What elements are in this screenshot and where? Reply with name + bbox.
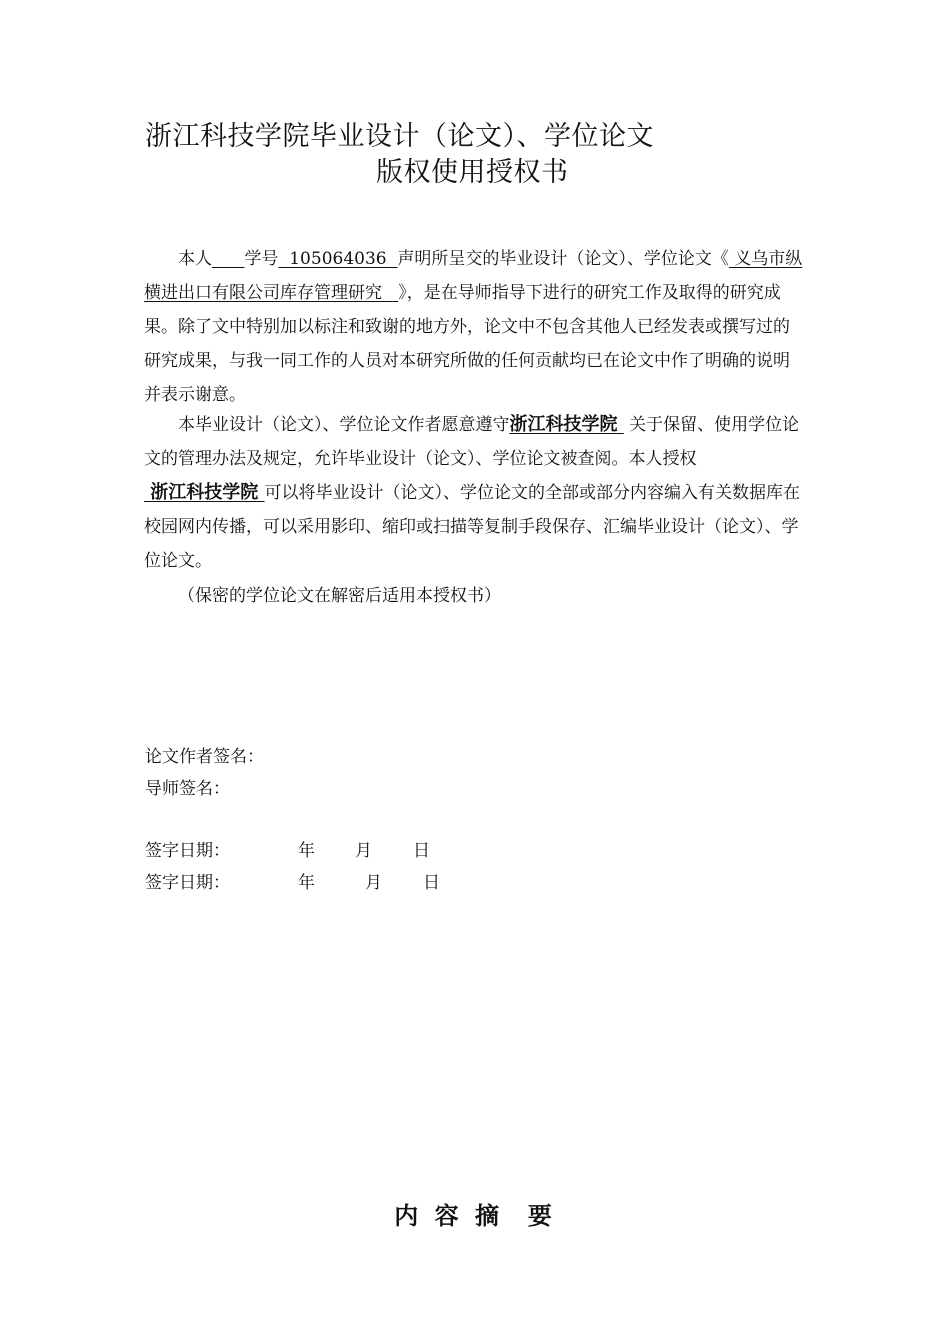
authorization-paragraph xyxy=(144,408,804,578)
date-day-1: 日 xyxy=(413,841,430,861)
document-title-line1: 浙江科技学院毕业设计（论文）、学位论文 xyxy=(145,121,654,152)
authorization-part3: 可以将毕业设计（论文）、学位论文的全部或部分内容编入有关数据库在校园网内传播，可以采用影印、缩印或扫描等复制手段保存、汇编毕业设计（论文）、学位论文。 xyxy=(144,483,801,571)
authorization-part2: 关于保留、使用学位论文的管理办法及规定，允许毕业设计（论文）、学位论文被查阅。本人授权 xyxy=(144,415,800,469)
author-name-blank xyxy=(212,249,244,269)
authorization-part1: 本毕业设计（论文）、学位论文作者愿意遵守 xyxy=(178,415,510,435)
declaration-paragraph xyxy=(144,242,804,412)
signature-date-label-1: 签字日期： xyxy=(145,841,230,861)
date-year-1: 年 xyxy=(298,841,315,861)
document-title-line2: 版权使用授权书 xyxy=(376,157,569,188)
thesis-title: 义乌市纵横进出口有限公司库存管理研究 xyxy=(144,249,803,303)
signature-date-label-2: 签字日期： xyxy=(145,873,230,893)
student-no-label: 学号 xyxy=(244,249,279,269)
declaration-prefix: 本人 xyxy=(178,249,212,269)
school-name-2: 浙江科技学院 xyxy=(144,482,265,503)
declaration-suffix: 》，是在导师指导下进行的研究工作及取得的研究成果。除了文中特别加以标注和致谢的地方外，论文中不包含其他人已经发表或撰写过的研究成果，与我一同工作的人员对本研究所做的任何贡献均已在论文中作了明确的说明并表示谢意。 xyxy=(144,283,790,405)
declaration-mid: 声明所呈交的毕业设计（论文）、学位论文《 xyxy=(397,249,729,269)
school-name: 浙江科技学院 xyxy=(509,414,624,435)
author-signature-label: 论文作者签名： xyxy=(145,747,264,767)
date-year-2: 年 xyxy=(298,873,315,893)
confidential-note: （保密的学位论文在解密后适用本授权书） xyxy=(178,586,501,606)
student-number: 105064036 xyxy=(278,249,398,269)
date-day-2: 日 xyxy=(423,873,440,893)
date-month-1: 月 xyxy=(355,841,372,861)
advisor-signature-label: 导师签名： xyxy=(145,779,230,799)
abstract-heading: 内 容 摘 要 xyxy=(394,1202,556,1230)
date-month-2: 月 xyxy=(365,873,382,893)
